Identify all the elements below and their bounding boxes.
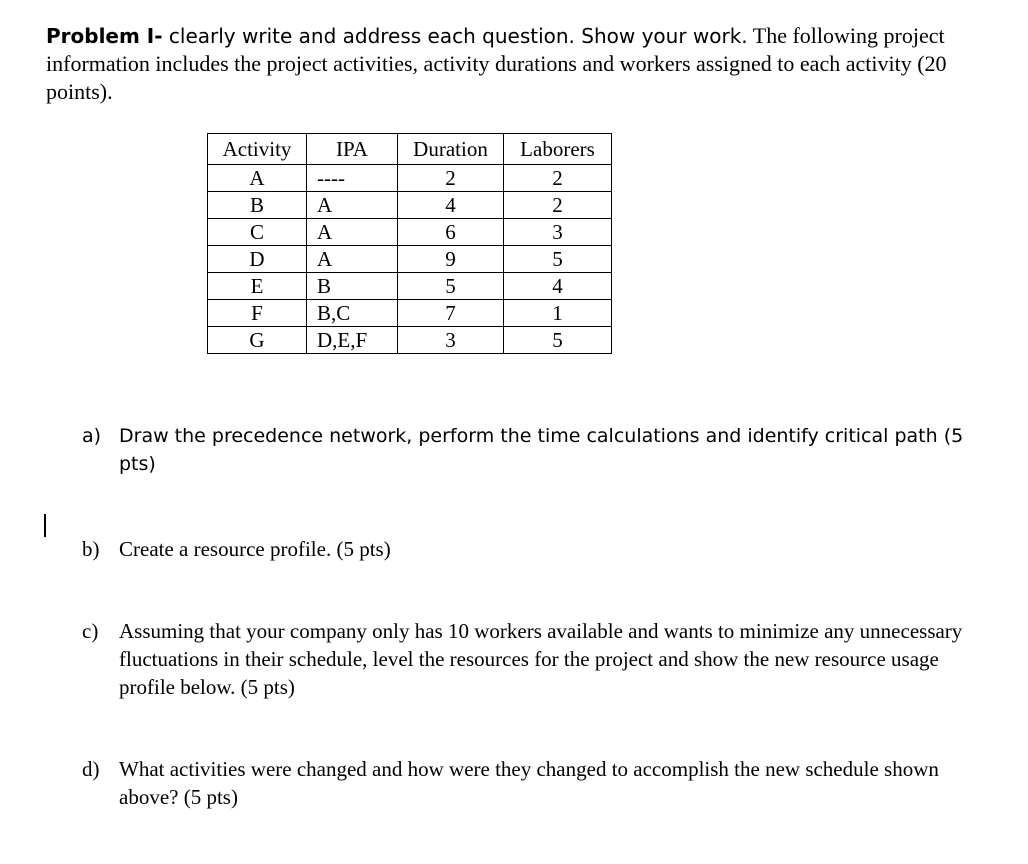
cell-laborers: 3 xyxy=(504,219,612,246)
cell-ipa: ---- xyxy=(307,165,398,192)
cell-activity: C xyxy=(208,219,307,246)
cell-ipa: D,E,F xyxy=(307,327,398,354)
cell-laborers: 5 xyxy=(504,246,612,273)
cell-duration: 4 xyxy=(398,192,504,219)
question-b-label: b) xyxy=(82,537,100,561)
cell-laborers: 2 xyxy=(504,165,612,192)
cell-duration: 3 xyxy=(398,327,504,354)
cell-activity: D xyxy=(208,246,307,273)
cell-ipa: A xyxy=(307,192,398,219)
table-row xyxy=(208,192,612,219)
cell-laborers: 2 xyxy=(504,192,612,219)
header-laborers: Laborers xyxy=(504,134,612,165)
question-a-text: Draw the precedence network, perform the time calculations and identify critical path (5 pts) xyxy=(119,425,964,475)
cell-activity: A xyxy=(208,165,307,192)
table-header-row xyxy=(208,134,612,165)
header-duration: Duration xyxy=(398,134,504,165)
text-cursor xyxy=(44,514,46,537)
cell-duration: 6 xyxy=(398,219,504,246)
cell-ipa: A xyxy=(307,246,398,273)
table-row xyxy=(208,300,612,327)
problem-intro xyxy=(46,22,986,106)
cell-activity: G xyxy=(208,327,307,354)
cell-activity: B xyxy=(208,192,307,219)
cell-laborers: 5 xyxy=(504,327,612,354)
cell-ipa: B xyxy=(307,273,398,300)
table-row xyxy=(208,327,612,354)
cell-laborers: 4 xyxy=(504,273,612,300)
table-row xyxy=(208,273,612,300)
table-row xyxy=(208,165,612,192)
header-ipa: IPA xyxy=(307,134,398,165)
cell-duration: 2 xyxy=(398,165,504,192)
cell-duration: 5 xyxy=(398,273,504,300)
problem-body: The following project information includes the project activities, activity durations and workers assigned to each activity (20 points). xyxy=(46,23,947,104)
activity-table xyxy=(207,133,612,354)
question-a-label: a) xyxy=(82,425,102,447)
question-d-label: d) xyxy=(82,757,100,781)
question-c-text: Assuming that your company only has 10 workers available and wants to minimize any unnecessary fluctuations in their schedule, level the resources for the project and show the new resource usage profile below. (5 pts) xyxy=(119,619,963,699)
cell-ipa: B,C xyxy=(307,300,398,327)
cell-duration: 7 xyxy=(398,300,504,327)
cell-activity: F xyxy=(208,300,307,327)
question-c-label: c) xyxy=(82,619,99,643)
question-d-text: What activities were changed and how were they changed to accomplish the new schedule shown above? (5 pts) xyxy=(119,757,939,809)
cell-laborers: 1 xyxy=(504,300,612,327)
question-b-text: Create a resource profile. (5 pts) xyxy=(119,537,391,561)
table-row xyxy=(208,246,612,273)
problem-lead: Problem I- xyxy=(46,24,163,48)
cell-activity: E xyxy=(208,273,307,300)
problem-lead-rest: clearly write and address each question. Show your work. xyxy=(162,24,748,48)
header-activity: Activity xyxy=(208,134,307,165)
cell-duration: 9 xyxy=(398,246,504,273)
table-row xyxy=(208,219,612,246)
cell-ipa: A xyxy=(307,219,398,246)
